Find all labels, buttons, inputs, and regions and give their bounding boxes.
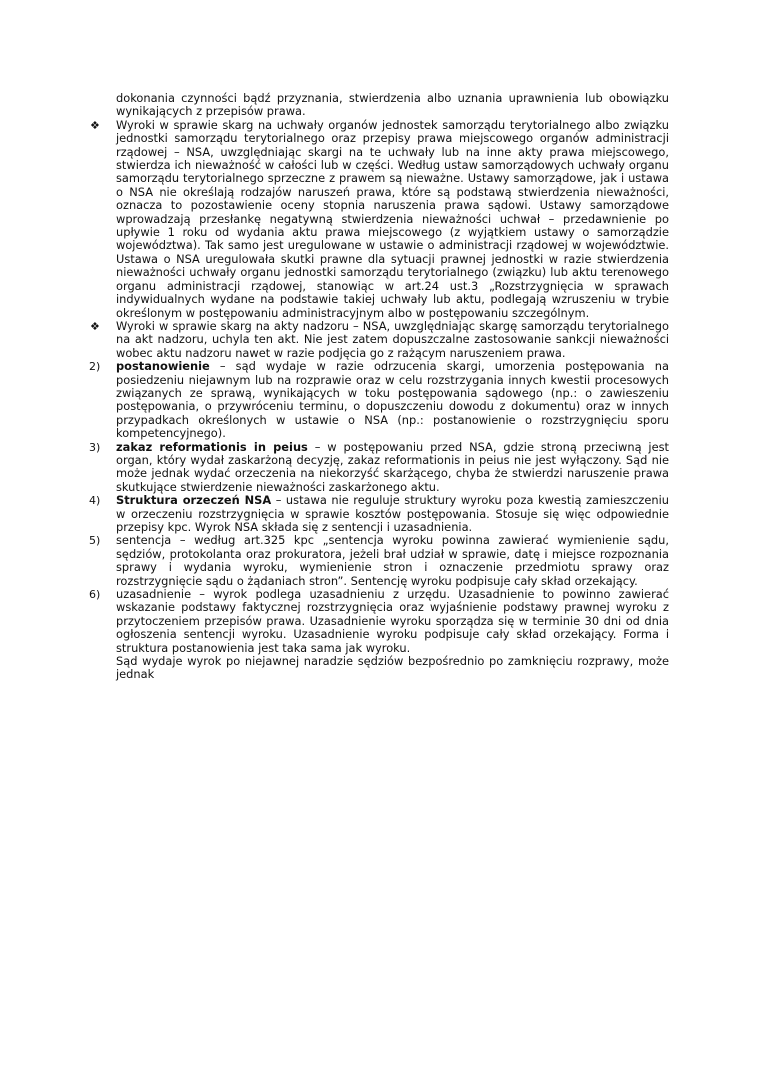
intro-paragraph: dokonania czynności bądź przyznania, stwierdzenia albo uznania uprawnienia lub obowiązku wynikających z przepisów prawa. (116, 91, 669, 119)
item-text: – ustawa nie reguluje struktury wyroku poza kwestią zamieszczeniu w orzeczeniu rozstrzygnięcia w sprawie kosztów postępowania. Stosuje się więc odpowiednie przepisy kpc. Wyrok NSA składa się z sentencji i uzasadnienia. (116, 493, 669, 534)
closing-paragraph: Sąd wydaje wyrok po niejawnej naradzie sędziów bezpośrednio po zamknięciu rozprawy, może jednak (116, 654, 669, 682)
item-text: – sąd wydaje w razie odrzucenia skargi, umorzenia postępowania na posiedzeniu niejawnym lub na rozprawie oraz w celu rozstrzygania innych kwestii procesowych związanych ze sprawą, wynikających w toku postępowania sądowego (np.: o zawieszeniu postępowania, o przywróceniu terminu, o dopuszczeniu dowodu z dokumentu) oraz w innych przypadkach określonych w ustawie o NSA (np.: postanowienie o rozstrzygnięciu sporu kompetencyjnego). (116, 359, 669, 441)
item-number: 5) (89, 534, 101, 548)
bullet-item (89, 320, 669, 360)
numbered-item (89, 588, 669, 655)
numbered-item (89, 360, 669, 440)
item-term: postanowienie (116, 359, 210, 374)
bullet-text: Wyroki w sprawie skarg na uchwały organów jednostek samorządu terytorialnego albo związku jednostki samorządu terytorialnego oraz przepisy prawa miejscowego organów administracji rządowej – NSA, uwzględniając skargi na te uchwały lub na inne akty prawa miejscowego, stwierdza ich nieważność w całości lub w części. Według ustaw samorządowych uchwały organu samorządu terytorialnego sprzeczne z prawem są nieważne. Ustawy samorządowe, jak i ustawa o NSA nie określają rodzajów naruszeń prawa, które są podstawą stwierdzenia nieważności, oznacza to pozostawienie oceny stopnia naruszenia prawa sądowi. Ustawy samorządowe wprowadzają przesłankę negatywną stwierdzenia nieważności uchwał – przedawnienie po upływie 1 roku od wydania aktu prawa miejscowego (z wyjątkiem ustawy o samorządzie województwa). Tak samo jest uregulowane w ustawie o administracji rządowej w województwie. Ustawa o NSA uregulowała skutki prawne dla sytuacji prawnej jednostki w razie stwierdzenia nieważności uchwały organu jednostki samorządu terytorialnego (związku) lub aktu terenowego organu administracji rządowej, stanowiąc w art.24 ust.3 „Rozstrzygnięcia w sprawach indywidualnych wydane na podstawie takiej uchwały lub aktu, podlegają wzruszeniu w trybie określonym w postępowaniu administracyjnym albo w postępowaniu szczególnym. (116, 117, 669, 320)
item-number: 2) (89, 360, 101, 374)
bullet-item (89, 119, 669, 320)
numbered-item (89, 494, 669, 534)
document-body (89, 92, 669, 682)
item-term: zakaz reformationis in peius (116, 439, 308, 454)
item-number: 3) (89, 440, 101, 454)
numbered-item (89, 534, 669, 588)
item-text: sentencja – według art.325 kpc „sentencja wyroku powinna zawierać wymienienie sądu, sędziów, protokolanta oraz prokuratora, jeżeli brał udział w sprawie, datę i miejsce rozpoznania sprawy i wydania wyroku, wymienienie stron i oznaczenie przedmiotu sprawy oraz rozstrzygnięcie sądu o żądaniach stron”. Sentencję wyroku podpisuje cały skład orzekający. (116, 533, 669, 588)
numbered-item (89, 441, 669, 495)
diamond-bullet-icon: ❖ (90, 319, 100, 333)
item-text: – w postępowaniu przed NSA, gdzie stroną przeciwną jest organ, który wydał zaskarżoną decyzję, zakaz reformationis in peius nie jest wyłączony. Sąd nie może jednak wydać orzeczenia na niekorzyść skarżącego, chyba że stwierdzi naruszenie prawa skutkujące stwierdzenie nieważności zaskarżonego aktu. (116, 439, 670, 494)
bullet-text: Wyroki w sprawie skarg na akty nadzoru – NSA, uwzględniając skargę samorządu terytorialnego na akt nadzoru, uchyla ten akt. Nie jest zatem dopuszczalne zastosowanie sankcji nieważności wobec aktu nadzoru nawet w razie podjęcia go z rażącym naruszeniem prawa. (116, 318, 669, 360)
item-text: uzasadnienie – wyrok podlega uzasadnieniu z urzędu. Uzasadnienie to powinno zawierać wskazanie podstawy faktycznej rozstrzygnięcia oraz wyjaśnienie podstawy prawnej wyroku z przytoczeniem przepisów prawa. Uzasadnienie wyroku sporządza się w terminie 30 dni od dnia ogłoszenia sentencji wyroku. Uzasadnienie wyroku podpisuje cały skład orzekający. Forma i struktura postanowienia jest taka sama jak wyroku. (116, 587, 669, 655)
item-term: Struktura orzeczeń NSA (116, 493, 272, 508)
item-number: 6) (89, 588, 101, 602)
diamond-bullet-icon: ❖ (90, 118, 100, 132)
item-number: 4) (89, 494, 101, 508)
